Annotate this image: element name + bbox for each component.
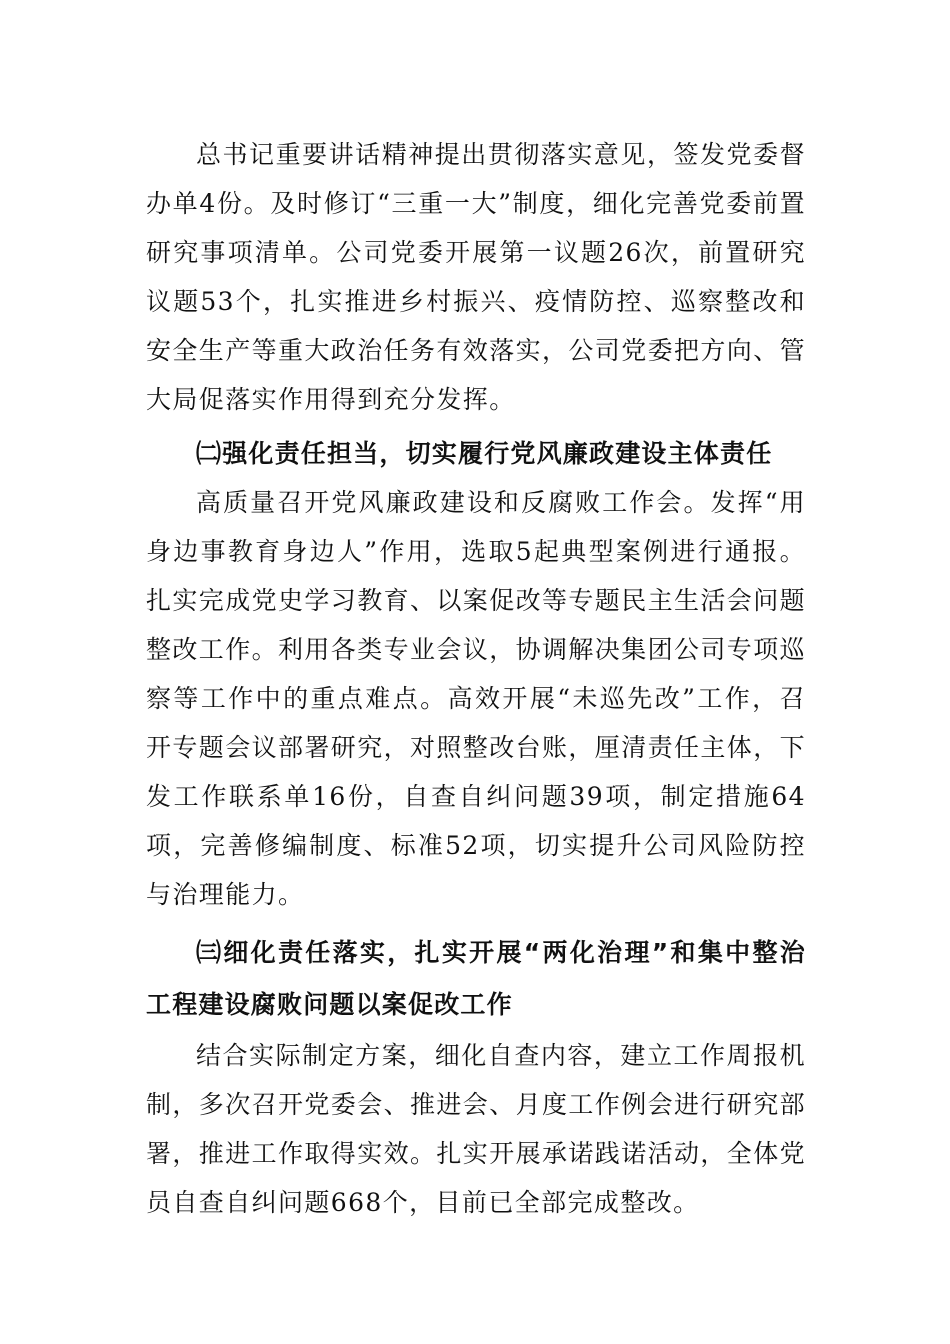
document-page bbox=[146, 130, 806, 1227]
paragraph-rectification: 结合实际制定方案，细化自查内容，建立工作周报机制，多次召开党委会、推进会、月度工作例会进行研究部署，推进工作取得实效。扎实开展承诺践诺活动，全体党员自查自纠问题668个，目前已全部完成整改。 bbox=[146, 1041, 807, 1217]
paragraph-implementation: 总书记重要讲话精神提出贯彻落实意见，签发党委督办单4份。及时修订“三重一大”制度，细化完善党委前置研究事项清单。公司党委开展第一议题26次，前置研究议题53个，扎实推进乡村振兴、疫情防控、巡察整改和安全生产等重大政治任务有效落实，公司党委把方向、管大局促落实作用得到充分发挥。 bbox=[146, 140, 807, 414]
section-heading-3: ㈢细化责任落实，扎实开展“两化治理”和集中整治工程建设腐败问题以案促改工作 bbox=[146, 938, 806, 1019]
section-heading-2: ㈡强化责任担当，切实履行党风廉政建设主体责任 bbox=[196, 439, 773, 468]
paragraph-integrity-work: 高质量召开党风廉政建设和反腐败工作会。发挥“用身边事教育身边人”作用，选取5起典型案例进行通报。扎实完成党史学习教育、以案促改等专题民主生活会问题整改工作。利用各类专业会议，协调解决集团公司专项巡察等工作中的重点难点。高效开展“未巡先改”工作，召开专题会议部署研究，对照整改台账，厘清责任主体，下发工作联系单16份，自查自纠问题39项，制定措施64项，完善修编制度、标准52项，切实提升公司风险防控与治理能力。 bbox=[146, 488, 807, 909]
